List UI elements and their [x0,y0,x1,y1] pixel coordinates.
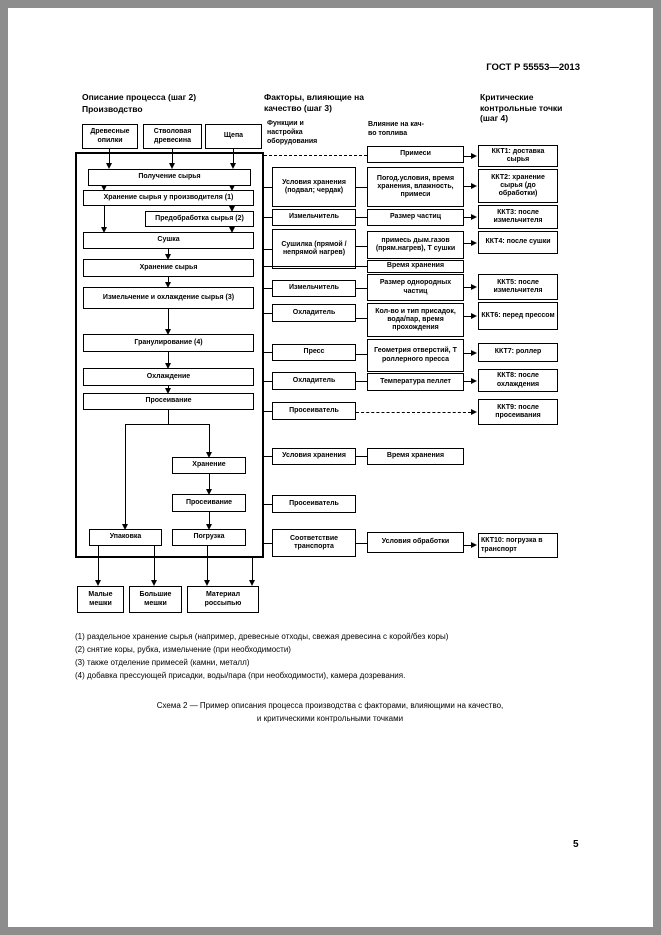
arrow-down-icon [165,254,171,260]
connector-line [264,288,272,289]
connector-line [356,543,367,544]
connector-line [356,354,367,355]
process-column-title: Описание процесса (шаг 2) [82,92,197,102]
arrow-right-icon [471,153,477,159]
connector-line [207,546,208,580]
process-step-box: Хранение сырья [83,259,254,277]
arrow-down-icon [229,206,235,212]
footnote: (4) добавка прессующей присадки, воды/пара (при необходимости), камера дозревания. [75,671,406,680]
influence-box: Размер частиц [367,209,464,226]
connector-line [209,424,210,452]
process-step-box: Предобработка сырья (2) [145,211,254,227]
connector-line [104,206,105,227]
connector-line [168,352,169,363]
arrow-right-icon [471,313,477,319]
connector-line [464,217,471,218]
influence-box: Погод.условия, время хранения, влажность, примеси [367,167,464,207]
influence-box: Примеси [367,146,464,163]
connector-line [464,316,471,317]
arrow-down-icon [95,580,101,586]
function-box: Просеиватель [272,495,356,513]
connector-line [264,313,272,314]
arrow-down-icon [122,524,128,530]
connector-line [356,217,367,218]
arrow-right-icon [471,350,477,356]
connector-line [464,287,471,288]
arrow-right-icon [471,284,477,290]
arrow-down-icon [229,185,235,191]
process-step-box: Охлаждение [83,368,254,386]
connector-line [264,155,367,156]
process-step-box: Гранулирование (4) [83,334,254,352]
fuel-influence-subheader: Влияние на кач-во топлива [368,121,424,137]
connector-line [356,288,367,289]
arrow-down-icon [206,524,212,530]
output-box-small-bags: Малые мешки [77,586,124,613]
influence-box: Температура пеллет [367,373,464,391]
arrow-down-icon [249,580,255,586]
function-box: Условия хранения (подвал; чердак) [272,167,356,207]
process-step-box: Просеивание [83,393,254,410]
connector-line [464,186,471,187]
function-box: Условия хранения [272,448,356,465]
connector-line [464,353,471,354]
output-box-big-bags: Большие мешки [129,586,182,613]
function-box: Измельчитель [272,209,356,226]
kkt-box: ККТ10: погрузка в транспорт [478,533,558,558]
connector-line [264,352,272,353]
input-box-sawdust: Древесные опилки [82,124,138,149]
arrow-down-icon [106,163,112,169]
process-step-box: Получение сырья [88,169,251,186]
process-step-box: Измельчение и охлаждение сырья (3) [83,287,254,309]
influence-box: Время хранения [367,448,464,465]
influence-box: примесь дым.газов (прям.нагрев), Т сушки [367,231,464,259]
kkt-box: ККТ7: роллер [478,343,558,362]
input-box-chips: Щепа [205,124,262,149]
arrow-down-icon [229,227,235,233]
arrow-down-icon [165,363,171,369]
arrow-down-icon [165,329,171,335]
influence-box: Геометрия отверстий, Т роллерного пресса [367,339,464,372]
input-box-stemwood: Стволовая древесина [143,124,202,149]
arrow-down-icon [206,452,212,458]
process-step-box: Хранение [172,457,246,474]
kkt-column-title: Критические контрольные точки (шаг 4) [480,92,563,124]
connector-line [464,243,471,244]
influence-box: Кол-во и тип присадок, вода/пар, время прохождения [367,303,464,337]
function-box: Сушилка (прямой /непрямой нагрев) [272,229,356,269]
connector-line [264,456,272,457]
connector-line [168,410,169,424]
connector-line [252,556,253,580]
arrow-down-icon [165,388,171,394]
connector-line [264,543,272,544]
arrow-right-icon [471,409,477,415]
connector-line [356,318,367,319]
influence-box: Время хранения [367,260,464,273]
standard-number: ГОСТ Р 55553—2013 [486,62,580,73]
connector-line [264,217,272,218]
arrow-down-icon [151,580,157,586]
diagram-caption: Схема 2 — Пример описания процесса производства с факторами, влияющими на качество, [156,701,504,710]
function-box: Охладитель [272,304,356,322]
process-step-box: Просеивание [172,494,246,512]
arrow-right-icon [471,183,477,189]
connector-line [125,424,209,425]
kkt-box: ККТ5: после измельчителя [478,274,558,300]
footnote: (1) раздельное хранение сырья (например, древесные отходы, свежая древесина с корой/без коры) [75,632,449,641]
connector-line [264,411,272,412]
influence-box: Условия обработки [367,532,464,553]
connector-line [264,187,272,188]
connector-line [356,381,367,382]
arrow-down-icon [101,185,107,191]
process-step-box: Хранение сырья у производителя (1) [83,190,254,206]
connector-line [233,148,234,163]
connector-line [264,381,272,382]
connector-line [168,309,169,329]
kkt-box: ККТ9: после просеивания [478,399,558,425]
arrow-right-icon [471,542,477,548]
kkt-box: ККТ3: после измельчителя [478,205,558,229]
connector-line [264,266,367,267]
function-box: Соответствие транспорта [272,529,356,557]
arrow-down-icon [204,580,210,586]
footnote: (2) снятие коры, рубка, измельчение (при необходимости) [75,645,291,654]
diagram-caption: и критическими контрольными точками [256,714,404,723]
equipment-function-subheader: Функции и настройка оборудования [267,120,318,145]
influence-box: Размер однородных частиц [367,274,464,301]
connector-line [356,246,367,247]
connector-line [464,381,471,382]
connector-line [464,156,471,157]
function-box: Пресс [272,344,356,361]
connector-line [356,456,367,457]
arrow-right-icon [471,240,477,246]
function-box: Просеиватель [272,402,356,420]
process-step-box: Упаковка [89,529,162,546]
function-box: Охладитель [272,372,356,390]
arrow-right-icon [471,214,477,220]
page-number: 5 [573,839,579,850]
connector-line [125,424,126,524]
kkt-box: ККТ1: доставка сырья [478,145,558,167]
arrow-down-icon [165,282,171,288]
connector-line [464,545,471,546]
arrow-down-icon [169,163,175,169]
connector-line [154,546,155,580]
connector-line [98,546,99,580]
connector-line [264,504,272,505]
production-subtitle: Производство [82,104,143,114]
kkt-box: ККТ2: хранение сырья (до обработки) [478,169,558,203]
factors-column-title: Факторы, влияющие на качество (шаг 3) [264,92,364,113]
connector-line [172,148,173,163]
connector-line [264,249,272,250]
arrow-right-icon [471,378,477,384]
arrow-down-icon [206,489,212,495]
kkt-box: ККТ4: после сушки [478,231,558,254]
output-box-bulk: Материал россыпью [187,586,259,613]
connector-line [356,412,471,413]
connector-line [209,474,210,489]
process-step-box: Сушка [83,232,254,249]
kkt-box: ККТ8: после охлаждения [478,369,558,392]
connector-line [109,148,110,163]
function-box: Измельчитель [272,280,356,297]
footnote: (3) также отделение примесей (камни, металл) [75,658,250,667]
connector-line [209,512,210,524]
connector-line [356,187,367,188]
arrow-down-icon [230,163,236,169]
arrow-down-icon [101,227,107,233]
process-step-box: Погрузка [172,529,246,546]
kkt-box: ККТ6: перед прессом [478,302,558,330]
